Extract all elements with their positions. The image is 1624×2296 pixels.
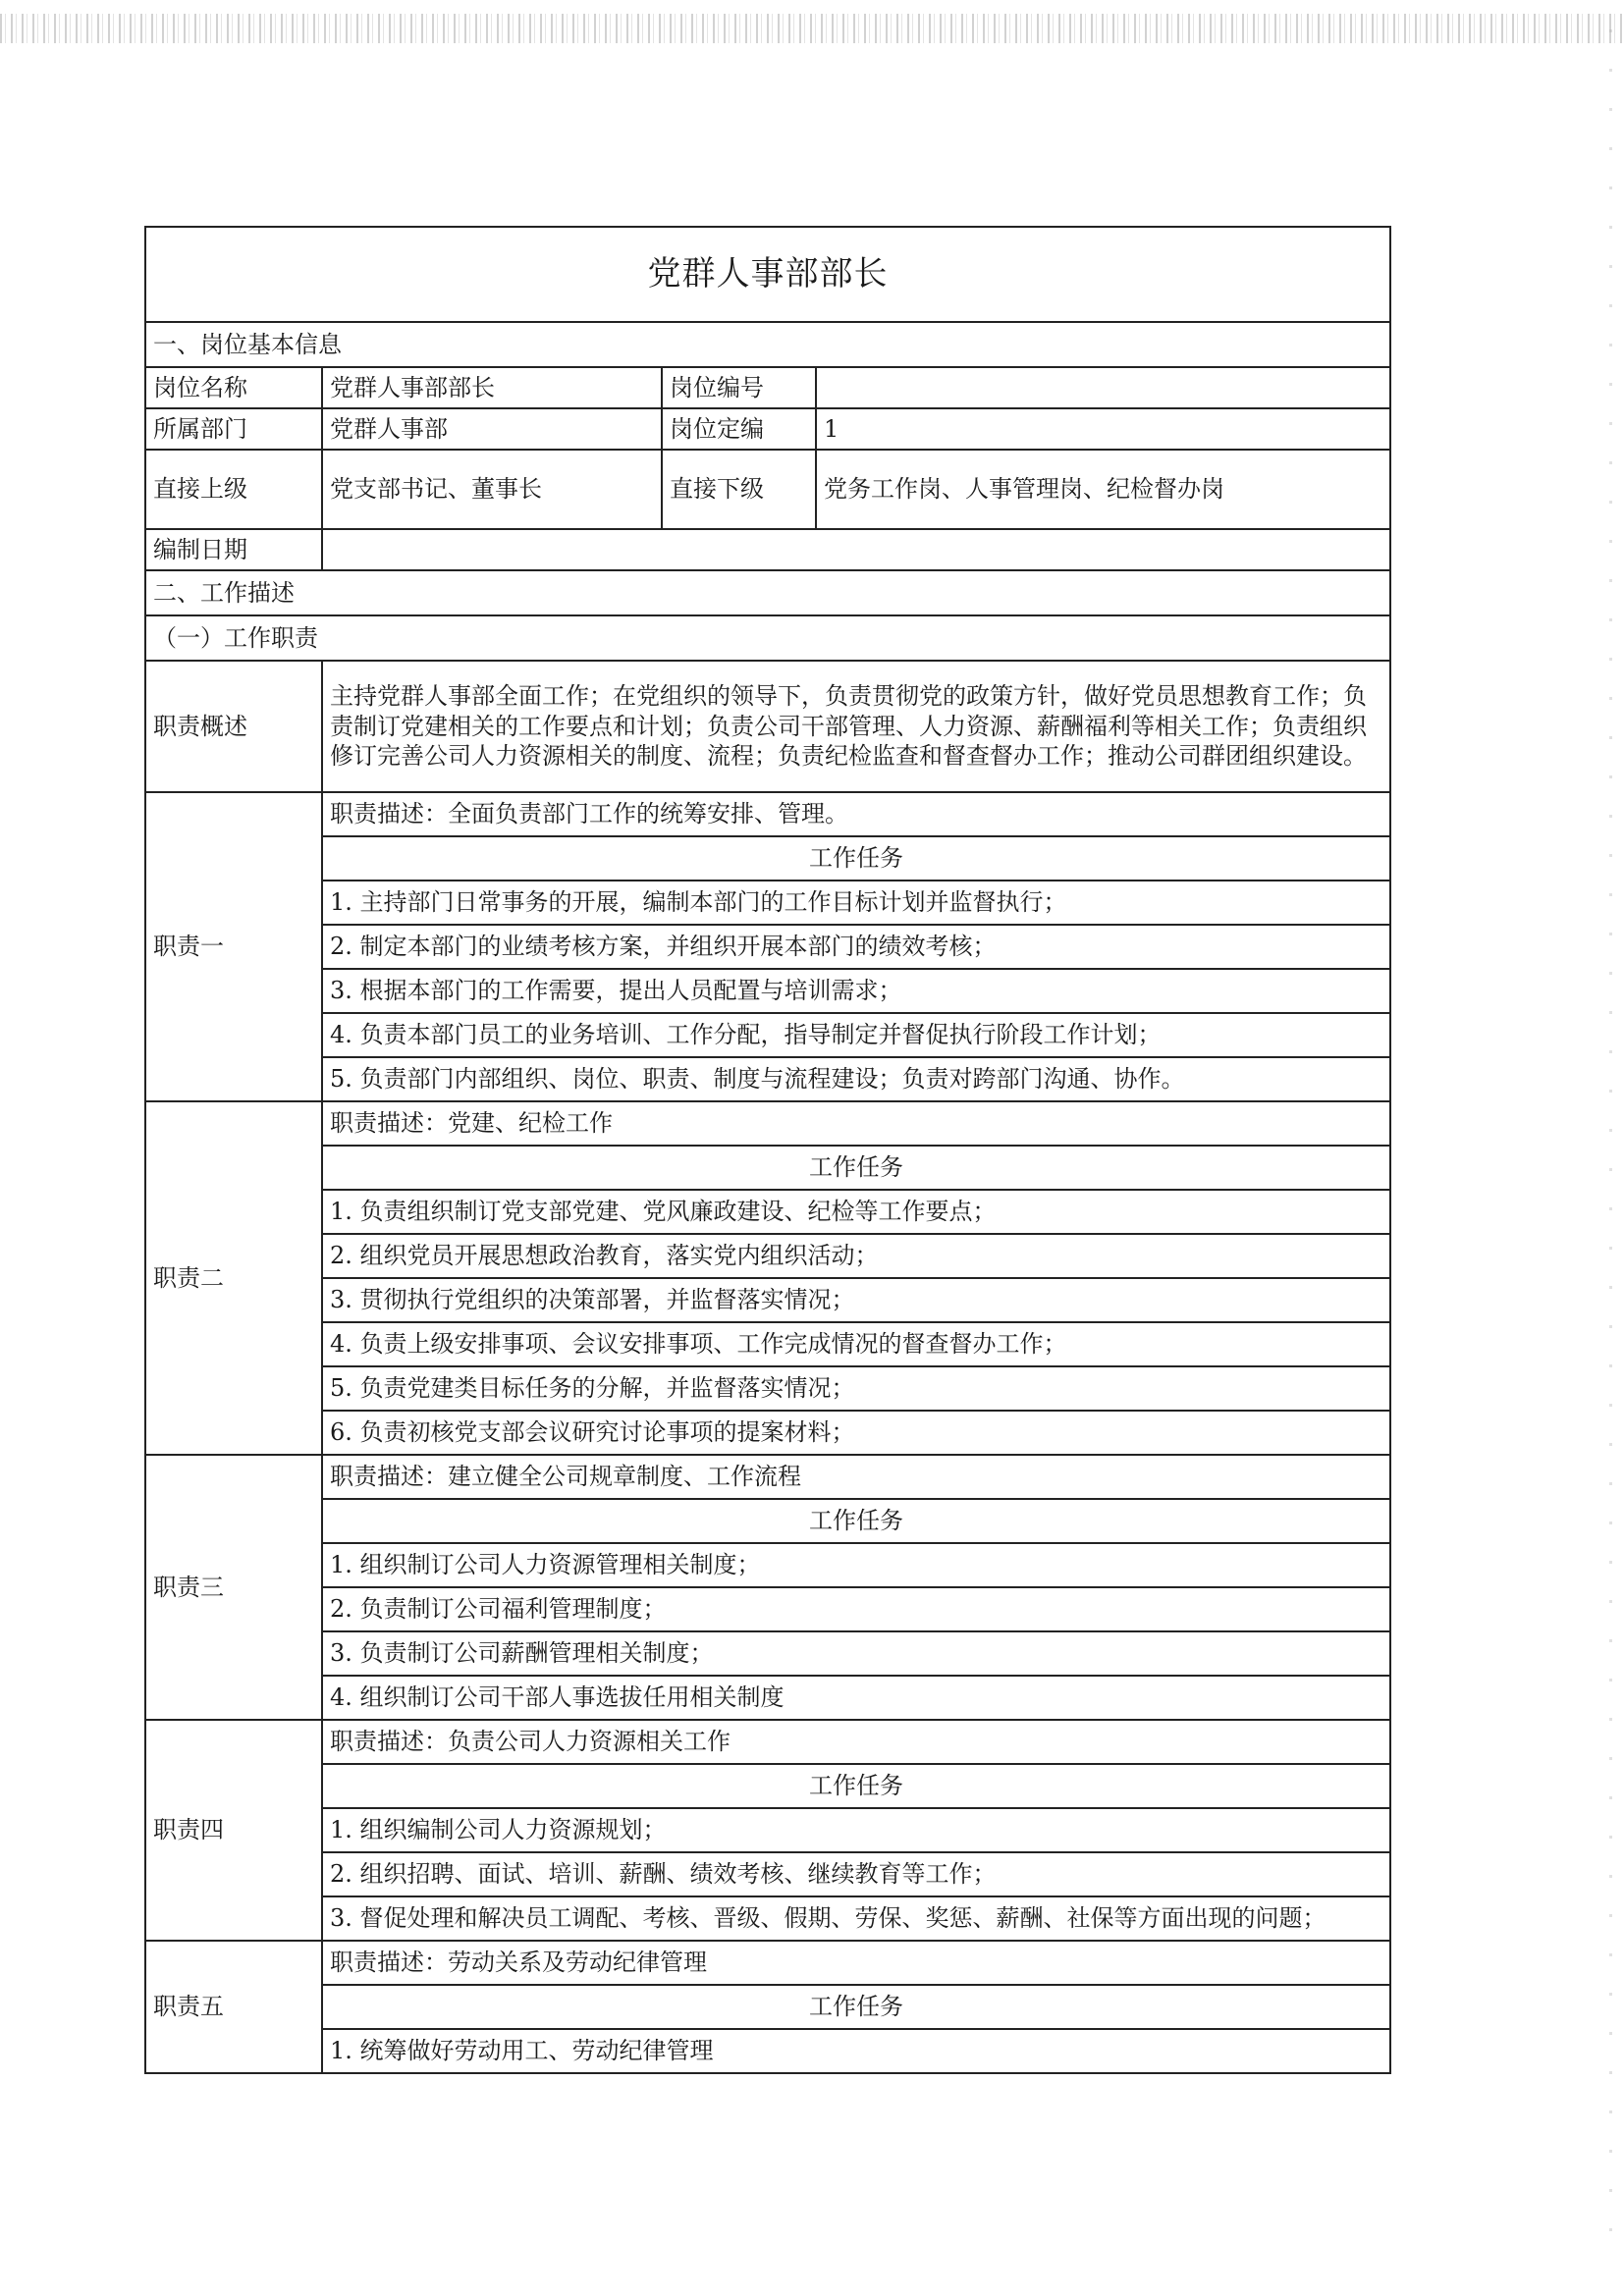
subordinate-value: 党务工作岗、人事管理岗、纪检督办岗 [816, 450, 1390, 529]
task-item: 4. 负责本部门员工的业务培训、工作分配，指导制定并督促执行阶段工作计划； [322, 1013, 1390, 1057]
task-item: 1. 组织编制公司人力资源规划； [322, 1808, 1390, 1852]
superior-value: 党支部书记、董事长 [322, 450, 662, 529]
duty-description: 职责描述：负责公司人力资源相关工作 [322, 1720, 1390, 1764]
task-item: 6. 负责初核党支部会议研究讨论事项的提案材料； [322, 1411, 1390, 1455]
department-label: 所属部门 [145, 408, 322, 450]
duty-label: 职责四 [145, 1720, 322, 1941]
duty-description: 职责描述：全面负责部门工作的统筹安排、管理。 [322, 792, 1390, 836]
department-value: 党群人事部 [322, 408, 662, 450]
task-item: 4. 负责上级安排事项、会议安排事项、工作完成情况的督查督办工作； [322, 1322, 1390, 1366]
task-item: 1. 主持部门日常事务的开展，编制本部门的工作目标计划并监督执行； [322, 881, 1390, 925]
task-item: 3. 贯彻执行党组织的决策部署，并监督落实情况； [322, 1278, 1390, 1322]
overview-text: 主持党群人事部全面工作；在党组织的领导下，负责贯彻党的政策方针，做好党员思想教育工作；负责制订党建相关的工作要点和计划；负责公司干部管理、人力资源、薪酬福利等相关工作；负责组织修订完善公司人力资源相关的制度、流程；负责纪检监查和督查督办工作；推动公司群团组织建设。 [322, 661, 1390, 792]
superior-label: 直接上级 [145, 450, 322, 529]
subordinate-label: 直接下级 [662, 450, 816, 529]
task-item: 2. 负责制订公司福利管理制度； [322, 1587, 1390, 1631]
duty-label: 职责五 [145, 1941, 322, 2073]
duty-description: 职责描述：党建、纪检工作 [322, 1101, 1390, 1146]
task-header: 工作任务 [322, 1985, 1390, 2029]
task-item: 3. 督促处理和解决员工调配、考核、晋级、假期、劳保、奖惩、薪酬、社保等方面出现的问题； [322, 1896, 1390, 1941]
task-item: 5. 负责党建类目标任务的分解，并监督落实情况； [322, 1366, 1390, 1411]
task-item: 4. 组织制订公司干部人事选拔任用相关制度 [322, 1676, 1390, 1720]
task-header: 工作任务 [322, 836, 1390, 881]
document-title: 党群人事部部长 [145, 227, 1390, 322]
task-item: 1. 组织制订公司人力资源管理相关制度； [322, 1543, 1390, 1587]
date-value [322, 529, 1390, 570]
position-name-label: 岗位名称 [145, 367, 322, 408]
task-item: 3. 负责制订公司薪酬管理相关制度； [322, 1631, 1390, 1676]
task-item: 5. 负责部门内部组织、岗位、职责、制度与流程建设；负责对跨部门沟通、协作。 [322, 1057, 1390, 1101]
task-header: 工作任务 [322, 1499, 1390, 1543]
duty-label: 职责一 [145, 792, 322, 1101]
subsection-responsibilities: （一）工作职责 [145, 615, 1390, 661]
task-header: 工作任务 [322, 1764, 1390, 1808]
duty-label: 职责三 [145, 1455, 322, 1720]
headcount-value: 1 [816, 408, 1390, 450]
headcount-label: 岗位定编 [662, 408, 816, 450]
task-header: 工作任务 [322, 1146, 1390, 1190]
overview-label: 职责概述 [145, 661, 322, 792]
task-item: 3. 根据本部门的工作需要，提出人员配置与培训需求； [322, 969, 1390, 1013]
scan-noise-top [0, 14, 1624, 43]
duty-label: 职责二 [145, 1101, 322, 1455]
position-code-label: 岗位编号 [662, 367, 816, 408]
task-item: 2. 组织党员开展思想政治教育，落实党内组织活动； [322, 1234, 1390, 1278]
task-item: 2. 制定本部门的业绩考核方案，并组织开展本部门的绩效考核； [322, 925, 1390, 969]
scan-noise-right [1609, 29, 1612, 2268]
task-item: 1. 负责组织制订党支部党建、党风廉政建设、纪检等工作要点； [322, 1190, 1390, 1234]
section-work-description: 二、工作描述 [145, 570, 1390, 615]
task-item: 1. 统筹做好劳动用工、劳动纪律管理 [322, 2029, 1390, 2073]
position-name-value: 党群人事部部长 [322, 367, 662, 408]
job-description-table [144, 226, 1391, 2074]
section-basic-info: 一、岗位基本信息 [145, 322, 1390, 367]
duty-description: 职责描述：建立健全公司规章制度、工作流程 [322, 1455, 1390, 1499]
date-label: 编制日期 [145, 529, 322, 570]
duty-description: 职责描述：劳动关系及劳动纪律管理 [322, 1941, 1390, 1985]
position-code-value [816, 367, 1390, 408]
task-item: 2. 组织招聘、面试、培训、薪酬、绩效考核、继续教育等工作； [322, 1852, 1390, 1896]
